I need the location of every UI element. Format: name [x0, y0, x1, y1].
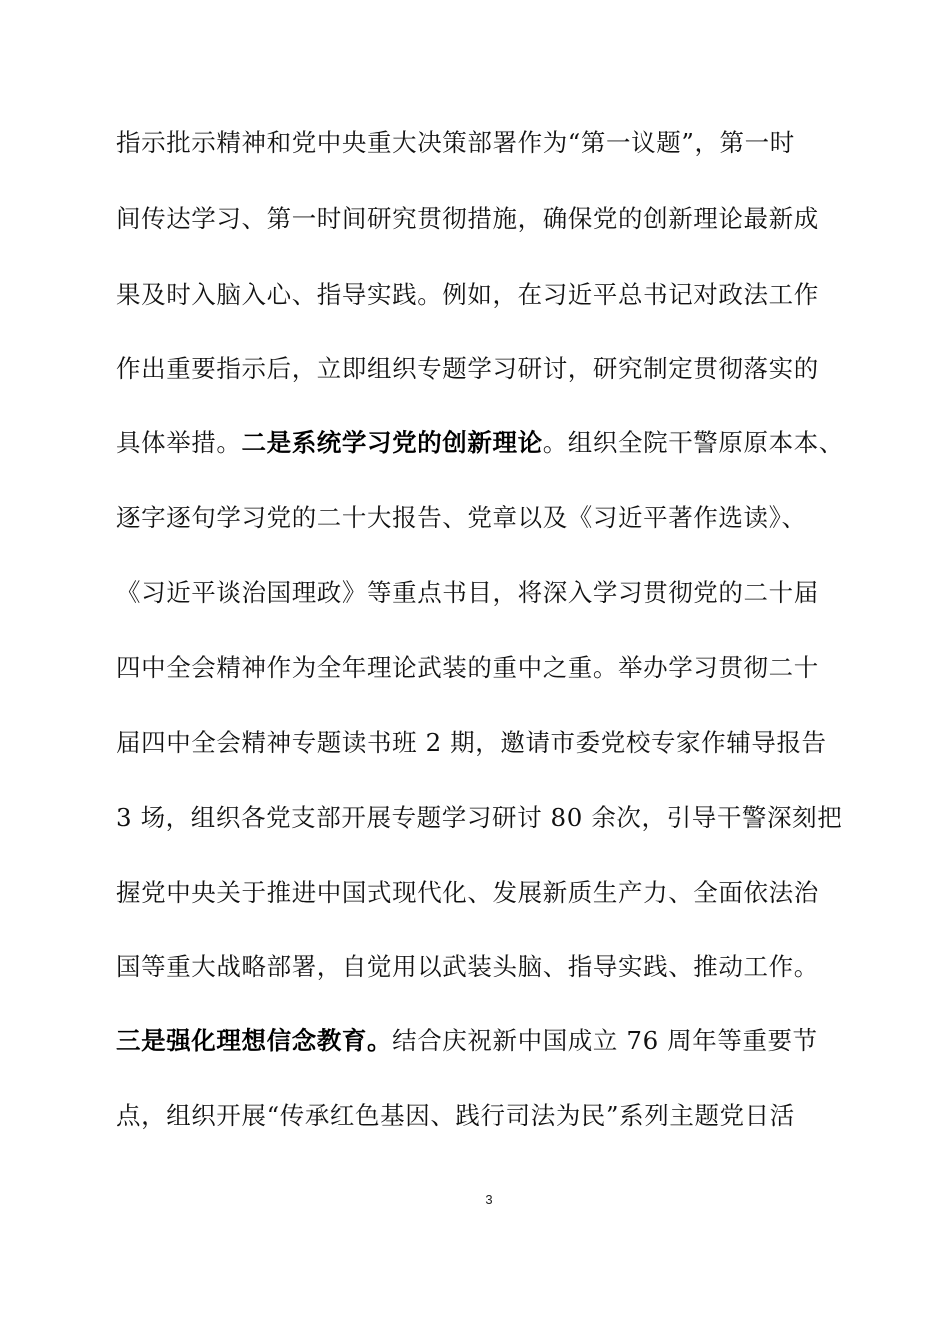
line-7-text: 《习近平谈治国理政》等重点书目，将深入学习贯彻党的二十届	[116, 578, 819, 607]
text-line-11	[116, 873, 846, 913]
line-3-text: 果及时入脑入心、指导实践。例如，在习近平总书记对政法工作	[116, 280, 819, 309]
text-line-4	[116, 349, 846, 389]
line-12-text: 国等重大战略部署，自觉用以武装头脑、指导实践、推动工作。	[116, 952, 819, 981]
line-5-text-b: 。组织全院干警原原本本、	[542, 428, 844, 457]
text-line-9	[116, 723, 846, 763]
line-4-text: 作出重要指示后，立即组织专题学习研讨，研究制定贯彻落实的	[116, 354, 819, 383]
text-line-7	[116, 573, 846, 613]
heading-point-three: 三是强化理想信念教育。	[116, 1026, 393, 1055]
line-11-text: 握党中央关于推进中国式现代化、发展新质生产力、全面依法治	[116, 878, 819, 907]
line-1-text: 指示批示精神和党中央重大决策部署作为“第一议题”，第一时	[116, 128, 795, 157]
line-5-text-a: 具体举措。	[116, 428, 242, 457]
line-10-text: 3 场，组织各党支部开展专题学习研讨 80 余次，引导干警深刻把	[116, 803, 843, 832]
line-8-text: 四中全会精神作为全年理论武装的重中之重。举办学习贯彻二十	[116, 653, 819, 682]
text-line-2	[116, 199, 846, 239]
line-9-text: 届四中全会精神专题读书班 2 期，邀请市委党校专家作辅导报告	[116, 728, 827, 757]
text-line-13	[116, 1021, 846, 1061]
text-line-8	[116, 648, 846, 688]
text-line-3	[116, 275, 846, 315]
line-6-text: 逐字逐句学习党的二十大报告、党章以及《习近平著作选读》、	[116, 503, 807, 532]
text-line-1	[116, 123, 846, 163]
text-line-5	[116, 423, 846, 463]
heading-point-two: 二是系统学习党的创新理论	[241, 428, 543, 457]
line-13-text: 结合庆祝新中国成立 76 周年等重要节	[392, 1026, 818, 1055]
text-line-10	[116, 798, 846, 838]
line-2-text: 间传达学习、第一时间研究贯彻措施，确保党的创新理论最新成	[116, 204, 819, 233]
line-14-text: 点，组织开展“传承红色基因、践行司法为民”系列主题党日活	[116, 1101, 795, 1130]
text-line-14	[116, 1096, 846, 1136]
text-line-6	[116, 498, 846, 538]
page-number: 3	[485, 1192, 493, 1207]
text-line-12	[116, 947, 846, 987]
